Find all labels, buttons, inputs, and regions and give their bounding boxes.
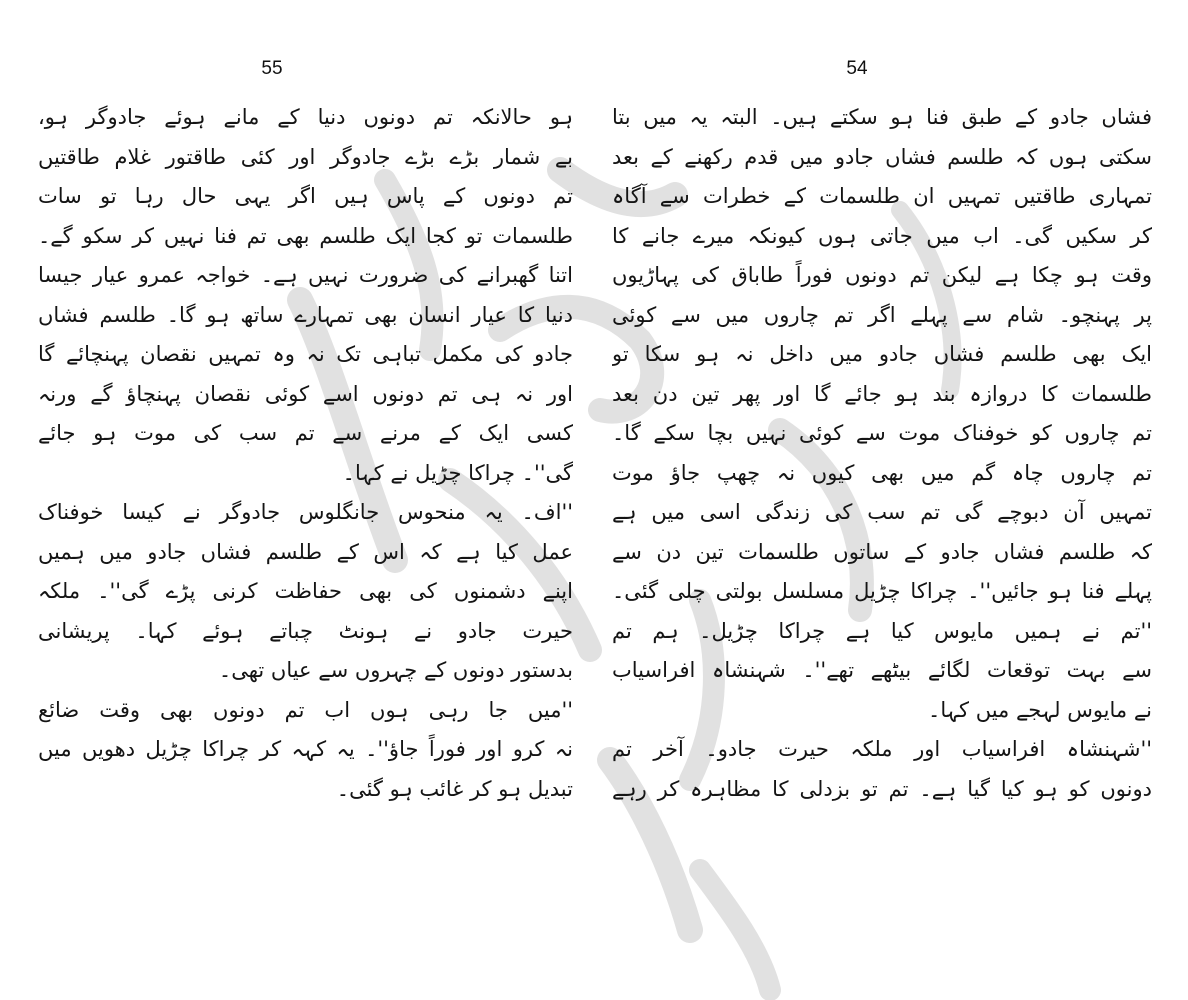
text-line: تبدیل ہو کر غائب ہو گئی۔	[336, 776, 573, 801]
text-line: تمہاری طاقتیں تمہیں ان طلسمات کے خطرات سے آگاہ	[612, 184, 1152, 208]
text-line: سکتی ہوں کہ طلسم فشاں جادو میں قدم رکھنے کے بعد	[612, 144, 1152, 169]
text-line: طلسمات کا دروازہ بند ہو جائے گا اور پھر تین دن بعد	[612, 381, 1152, 406]
right-page-number: 54	[846, 58, 868, 79]
text-line: ''میں جا رہی ہوں اب تم دونوں بھی وقت ضائع	[38, 697, 573, 722]
text-line: تم چاروں چاہ گم میں بھی کیوں نہ چھپ جاؤ موت	[612, 460, 1152, 485]
text-line: بدستور دونوں کے چہروں سے عیاں تھی۔	[218, 658, 573, 682]
watermark-stroke	[700, 870, 770, 990]
text-line: سے بہت توقعات لگائے بیٹھے تھے''۔ شہنشاہ افراسیاب	[612, 658, 1152, 682]
text-line: کر سکیں گی۔ اب میں جاتی ہوں کیونکہ میرے جانے کا	[612, 223, 1152, 248]
text-line: ہو حالانکہ تم دونوں دنیا کے مانے ہوئے جادوگر ہو،	[38, 105, 573, 129]
text-line: دنیا کا عیار انسان بھی تمہارے ساتھ ہو گا۔ طلسم فشاں	[38, 302, 573, 327]
text-line: وقت ہو چکا ہے لیکن تم دونوں فوراً طاباق کی پہاڑیوں	[612, 263, 1152, 287]
text-line: اتنا گھبرانے کی ضرورت نہیں ہے۔ خواجہ عمرو عیار جیسا	[38, 263, 573, 287]
text-line: حیرت جادو نے ہونٹ چباتے ہوئے کہا۔ پریشانی	[38, 618, 573, 643]
text-line: نے مایوس لہجے میں کہا۔	[928, 697, 1152, 722]
left-page-number: 55	[261, 58, 283, 79]
text-line: فشاں جادو کے طبق فنا ہو سکتے ہیں۔ البتہ یہ میں بتا	[612, 105, 1152, 129]
text-line: اور نہ ہی تم دونوں اسے کوئی نقصان پہنچاؤ گے ورنہ	[38, 381, 573, 406]
text-line: گی''۔ چراکا چڑیل نے کہا۔	[342, 460, 573, 485]
text-line: عمل کیا ہے کہ اس کے طلسم فشاں جادو میں ہمیں	[38, 539, 573, 564]
text-line: تمہیں آن دبوچے گی تم سب کی زندگی اسی میں ہے	[612, 500, 1152, 524]
text-line: بے شمار بڑے بڑے جادوگر اور کئی طاقتور غلام طاقتیں	[38, 144, 573, 169]
left-page-text	[38, 98, 573, 809]
text-line: اپنے دشمنوں کی بھی حفاظت کرنی پڑے گی''۔ ملکہ	[38, 579, 573, 603]
text-line: ایک بھی طلسم فشاں جادو میں داخل نہ ہو سکا تو	[612, 342, 1152, 366]
text-line: کہ طلسم فشاں جادو کے ساتوں طلسمات تین دن سے	[612, 539, 1152, 564]
text-line: کسی ایک کے مرنے سے تم سب کی موت ہو جائے	[38, 421, 573, 445]
text-line: ''اف۔ یہ منحوس جانگلوس جادوگر نے کیسا خوفناک	[38, 500, 573, 524]
text-line: نہ کرو اور فوراً جاؤ''۔ یہ کہہ کر چراکا چڑیل دھویں میں	[38, 737, 573, 761]
text-line: طلسمات تو کجا ایک طلسم بھی تم فنا نہیں کر سکو گے۔	[38, 223, 573, 248]
right-page-text	[612, 98, 1152, 809]
text-line: پہلے فنا ہو جائیں''۔ چراکا چڑیل مسلسل بولتی چلی گئی۔	[612, 579, 1152, 603]
text-line: ''شہنشاہ افراسیاب اور ملکہ حیرت جادو۔ آخر تم	[612, 737, 1152, 761]
text-line: ''تم نے ہمیں مایوس کیا ہے چراکا چڑیل۔ ہم تم	[612, 618, 1152, 643]
text-line: جادو کی مکمل تباہی تک نہ وہ تمہیں نقصان پہنچائے گا	[38, 342, 573, 366]
text-line: دونوں کو ہو کیا گیا ہے۔ تم تو بزدلی کا مظاہرہ کر رہے	[612, 776, 1152, 801]
text-line: پر پہنچو۔ شام سے پہلے اگر تم چاروں میں سے کوئی	[612, 302, 1152, 327]
text-line: تم چاروں کو خوفناک موت سے کوئی نہیں بچا سکے گا۔	[612, 421, 1152, 445]
text-line: تم دونوں کے پاس ہیں اگر یہی حال رہا تو سات	[38, 184, 573, 208]
